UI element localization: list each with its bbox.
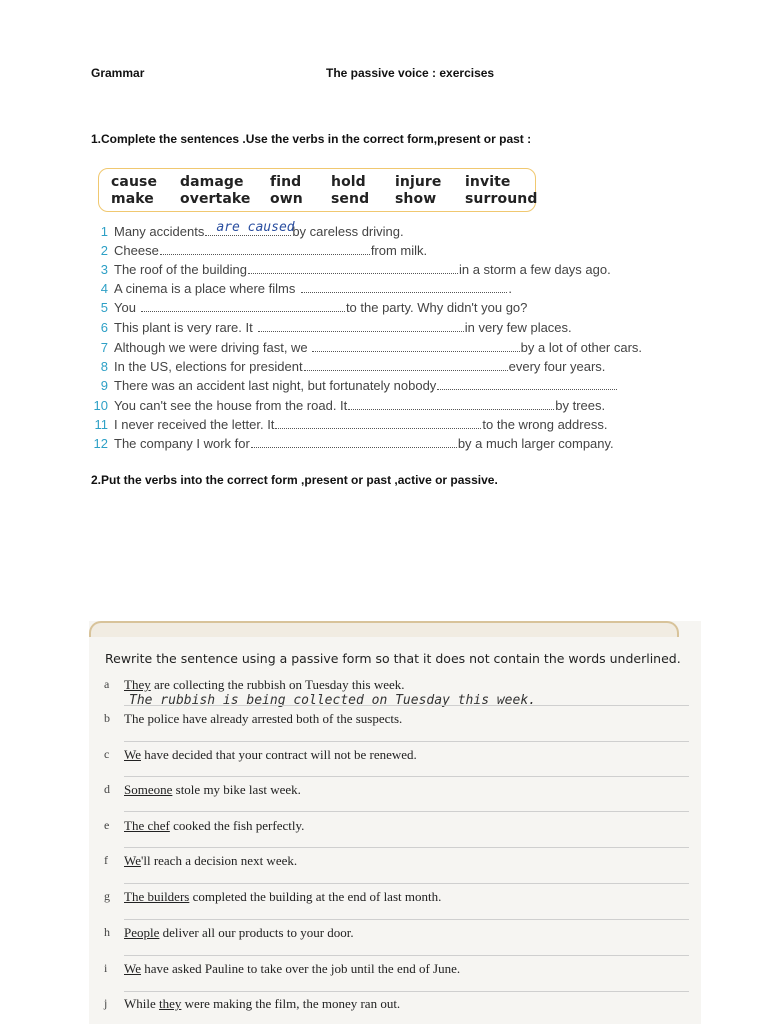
verb-word: make	[111, 191, 154, 207]
item-number: 2	[100, 243, 108, 258]
answer-blank[interactable]	[312, 348, 520, 352]
answer-line[interactable]	[124, 847, 689, 848]
item-number: 10	[93, 398, 108, 413]
item-text-before: A cinema is a place where films	[114, 281, 296, 296]
item-text-after: by a much larger company.	[457, 436, 614, 451]
verb-word: surround	[465, 191, 538, 207]
scanned-exercise	[89, 621, 701, 1024]
item-text-after: every four years.	[508, 359, 606, 374]
item-text-before: Many accidents	[114, 224, 205, 239]
item-number: 11	[94, 417, 108, 432]
verb-word: injure	[395, 174, 442, 190]
answer-blank[interactable]	[160, 251, 370, 255]
item-text-before: In the US, elections for president	[114, 359, 303, 374]
item-letter: b	[104, 711, 110, 725]
item-letter: c	[104, 747, 110, 761]
answer-line[interactable]	[124, 991, 689, 992]
item-letter: i	[104, 961, 108, 975]
answer-blank[interactable]	[437, 386, 617, 390]
item-letter: e	[104, 818, 110, 832]
item-text-after: in very few places.	[464, 320, 572, 335]
answer-line[interactable]	[124, 776, 689, 777]
answer-line[interactable]	[124, 883, 689, 884]
item-number: 5	[100, 300, 108, 315]
underlined-words: People	[124, 925, 160, 940]
item-text-before: There was an accident last night, but fortunately nobody	[114, 378, 437, 393]
verb-word: own	[270, 191, 303, 207]
item-text-after: by careless driving.	[292, 224, 404, 239]
item-text-before: The roof of the building	[114, 262, 247, 277]
answer-line[interactable]	[124, 919, 689, 920]
verb-word: invite	[465, 174, 511, 190]
sentence-rest: The police have already arrested both of the suspects.	[124, 711, 403, 726]
scan-border	[89, 621, 679, 637]
item-number: 4	[100, 281, 108, 296]
item-letter: h	[104, 925, 110, 939]
item-text-after: .	[508, 281, 512, 296]
answer-blank[interactable]	[258, 328, 464, 332]
sentence-rest: deliver all our products to your door.	[159, 925, 354, 940]
answer-line[interactable]	[124, 955, 689, 956]
sentence-rest: stole my bike last week.	[172, 782, 301, 797]
item-text-before: Cheese	[114, 243, 159, 258]
verb-word: overtake	[180, 191, 251, 207]
item-number: 7	[100, 340, 108, 355]
answer-blank[interactable]	[304, 367, 508, 371]
item-number: 1	[100, 224, 108, 239]
answer-blank[interactable]	[248, 270, 458, 274]
item-letter: d	[104, 782, 110, 796]
item-text-before: This plant is very rare. It	[114, 320, 253, 335]
item-number: 8	[100, 359, 108, 374]
exercise-1-instruction: 1.Complete the sentences .Use the verbs in the correct form,present or past :	[91, 132, 532, 146]
item-text-before: You can't see the house from the road. It	[114, 398, 348, 413]
underlined-words: Someone	[124, 782, 173, 797]
item-text-before: The company I work for	[114, 436, 250, 451]
item-number: 3	[100, 262, 108, 277]
answer-line[interactable]	[124, 811, 689, 812]
sentence-rest: have decided that your contract will not be renewed.	[141, 747, 417, 762]
verb-word: show	[395, 191, 437, 207]
underlined-words: they	[159, 996, 182, 1011]
item-number: 6	[100, 320, 108, 335]
answer-blank[interactable]	[275, 425, 481, 429]
sentence-prefix: While	[124, 996, 160, 1011]
underlined-words: We	[124, 853, 141, 868]
underlined-words: We	[124, 961, 141, 976]
item-letter: j	[104, 996, 108, 1010]
answer-line[interactable]	[124, 741, 689, 742]
verb-word: send	[331, 191, 370, 207]
item-text-after: to the party. Why didn't you go?	[345, 300, 528, 315]
sentence-rest: cooked the fish perfectly.	[169, 818, 305, 833]
item-number: 12	[93, 436, 108, 451]
item-text-after: by trees.	[555, 398, 606, 413]
answer-line[interactable]	[124, 705, 689, 706]
sentence-rest: have asked Pauline to take over the job until the end of June.	[141, 961, 461, 976]
item-text-before: Although we were driving fast, we	[114, 340, 308, 355]
item-text-after: by a lot of other cars.	[520, 340, 643, 355]
underlined-words: We	[124, 747, 141, 762]
sentence-rest: were making the film, the money ran out.	[181, 996, 401, 1011]
item-text-after: to the wrong address.	[482, 417, 608, 432]
answer-blank[interactable]	[141, 308, 345, 312]
answer-blank[interactable]	[251, 444, 457, 448]
item-text-before: I never received the letter. It	[114, 417, 275, 432]
item-text-before: You	[114, 300, 136, 315]
sentence-rest: 'll reach a decision next week.	[141, 853, 298, 868]
verb-word: hold	[331, 174, 366, 190]
underlined-words: The builders	[124, 889, 190, 904]
answer-blank[interactable]	[348, 406, 554, 410]
answer-blank[interactable]	[301, 289, 507, 293]
underlined-words: The chef	[124, 818, 170, 833]
header-title: The passive voice : exercises	[326, 66, 495, 80]
exercise-2-instruction: 2.Put the verbs into the correct form ,present or past ,active or passive.	[91, 473, 498, 487]
item-letter: a	[104, 677, 110, 691]
scan-instruction: Rewrite the sentence using a passive form so that it does not contain the words underlined.	[105, 651, 681, 666]
verb-word: damage	[180, 174, 244, 190]
answer-blank[interactable]	[204, 220, 295, 239]
verb-word: find	[270, 174, 302, 190]
verb-word-box	[98, 168, 536, 212]
item-letter: f	[104, 853, 108, 867]
handwritten-answer: The rubbish is being collected on Tuesday this week.	[129, 693, 536, 708]
underlined-words: They	[124, 677, 151, 692]
sentence-rest: completed the building at the end of last month.	[189, 889, 442, 904]
verb-word: cause	[111, 174, 158, 190]
item-text-after: from milk.	[370, 243, 428, 258]
item-number: 9	[100, 378, 108, 393]
handwritten-answer: are caused	[216, 220, 295, 235]
sentence-rest: are collecting the rubbish on Tuesday this week.	[150, 677, 405, 692]
item-text-after: in a storm a few days ago.	[458, 262, 611, 277]
item-letter: g	[104, 889, 110, 903]
header-left: Grammar	[91, 66, 145, 80]
